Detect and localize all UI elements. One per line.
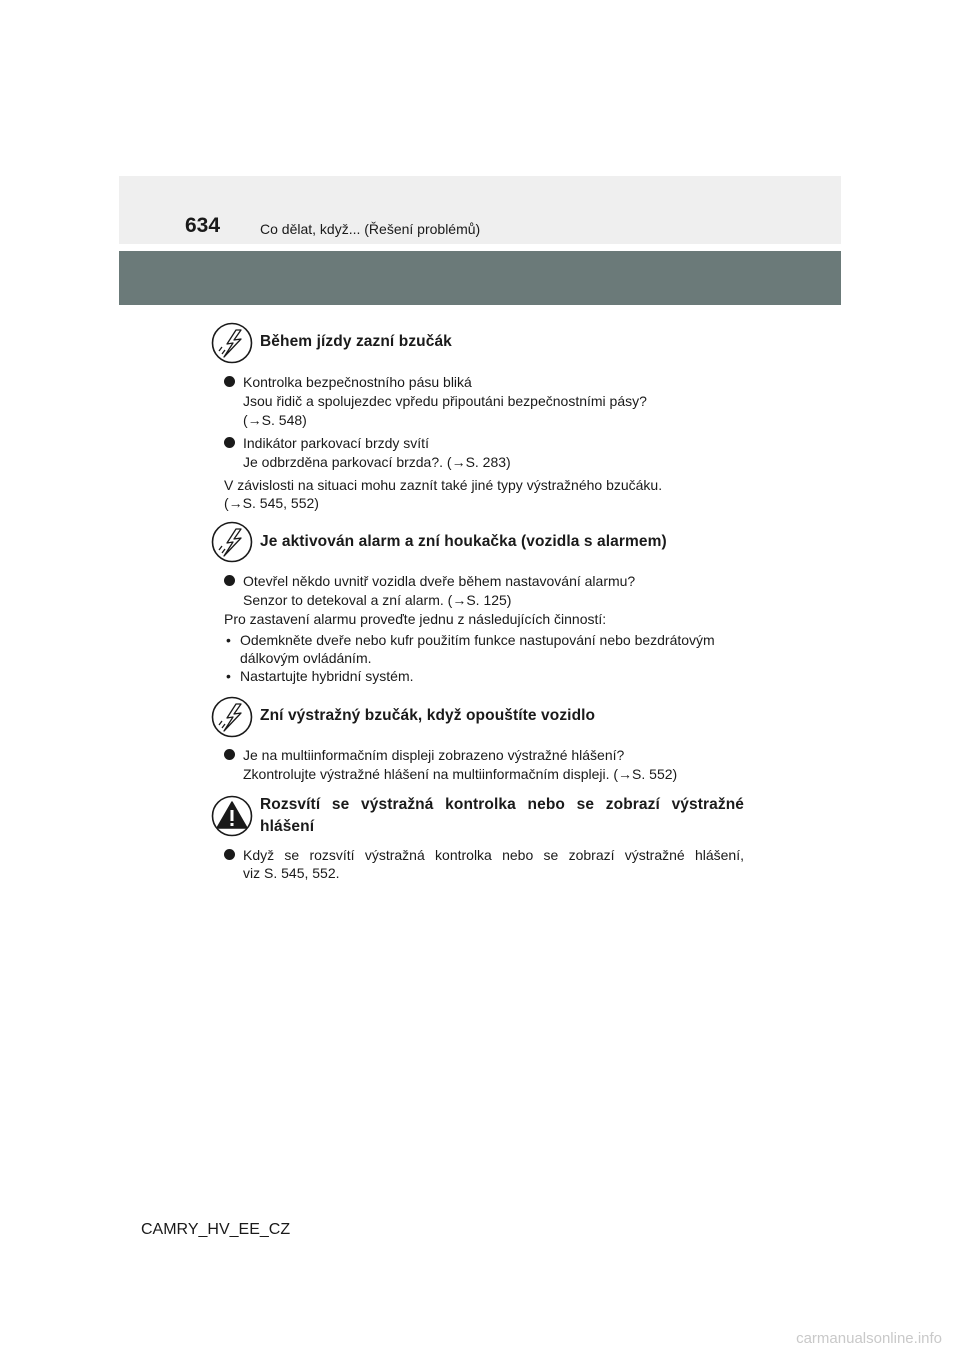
note-text: Pro zastavení alarmu proveďte jednu z následujících činností: xyxy=(224,611,607,627)
document-code: CAMRY_HV_EE_CZ xyxy=(141,1221,291,1238)
header-bar xyxy=(119,251,841,305)
buzzer-icon xyxy=(211,322,253,364)
buzzer-icon xyxy=(211,696,253,738)
page-number: 634 xyxy=(185,214,221,237)
sub-item-text: Odemkněte dveře nebo kufr použitím funkce nastupování nebo bezdrátovým xyxy=(240,632,715,648)
note-text: (→S. 545, 552) xyxy=(224,495,319,511)
sub-item-text: dálkovým ovládáním. xyxy=(240,650,372,666)
sub-bullet: • xyxy=(226,632,231,648)
buzzer-icon xyxy=(211,521,253,563)
bullet-text: Otevřel někdo uvnitř vozidla dveře během nastavování alarmu? xyxy=(243,573,636,589)
bullet-dot xyxy=(224,849,235,860)
bullet-text: Je odbrzděna parkovací brzda?. (→S. 283) xyxy=(243,454,511,470)
bullet-dot xyxy=(224,437,235,448)
bullet-text: Indikátor parkovací brzdy svítí xyxy=(243,435,429,451)
bullet-dot xyxy=(224,575,235,586)
section-title: hlášení xyxy=(260,818,315,835)
section-title: Rozsvítí se výstražná kontrolka nebo se zobrazí výstražné xyxy=(260,796,744,813)
note-text: V závislosti na situaci mohu zaznít také jiné typy výstražného bzučáku. xyxy=(224,477,663,493)
bullet-dot xyxy=(224,749,235,760)
section-title: Během jízdy zazní bzučák xyxy=(260,333,452,350)
bullet-text: (→S. 548) xyxy=(243,412,307,428)
sub-bullet: • xyxy=(226,668,231,684)
warning-icon xyxy=(211,795,253,837)
bullet-text: Senzor to detekoval a zní alarm. (→S. 125) xyxy=(243,592,512,608)
watermark: carmanualsonline.info xyxy=(796,1330,942,1347)
section-title: Je aktivován alarm a zní houkačka (vozidla s alarmem) xyxy=(260,533,667,550)
bullet-text: Když se rozsvítí výstražná kontrolka nebo se zobrazí výstražné hlášení, xyxy=(243,847,744,863)
sub-item-text: Nastartujte hybridní systém. xyxy=(240,668,414,684)
section-title: Zní výstražný bzučák, když opouštíte vozidlo xyxy=(260,707,596,724)
bullet-text: Jsou řidič a spolujezdec vpředu připoutáni bezpečnostními pásy? xyxy=(243,393,647,409)
bullet-text: Kontrolka bezpečnostního pásu bliká xyxy=(243,374,472,390)
bullet-dot xyxy=(224,376,235,387)
bullet-text: Zkontrolujte výstražné hlášení na multiinformačním displeji. (→S. 552) xyxy=(243,766,678,782)
chapter-title: Co dělat, když... (Řešení problémů) xyxy=(260,221,481,237)
bullet-text: viz S. 545, 552. xyxy=(243,865,340,881)
bullet-text: Je na multiinformačním displeji zobrazeno výstražné hlášení? xyxy=(243,747,625,763)
